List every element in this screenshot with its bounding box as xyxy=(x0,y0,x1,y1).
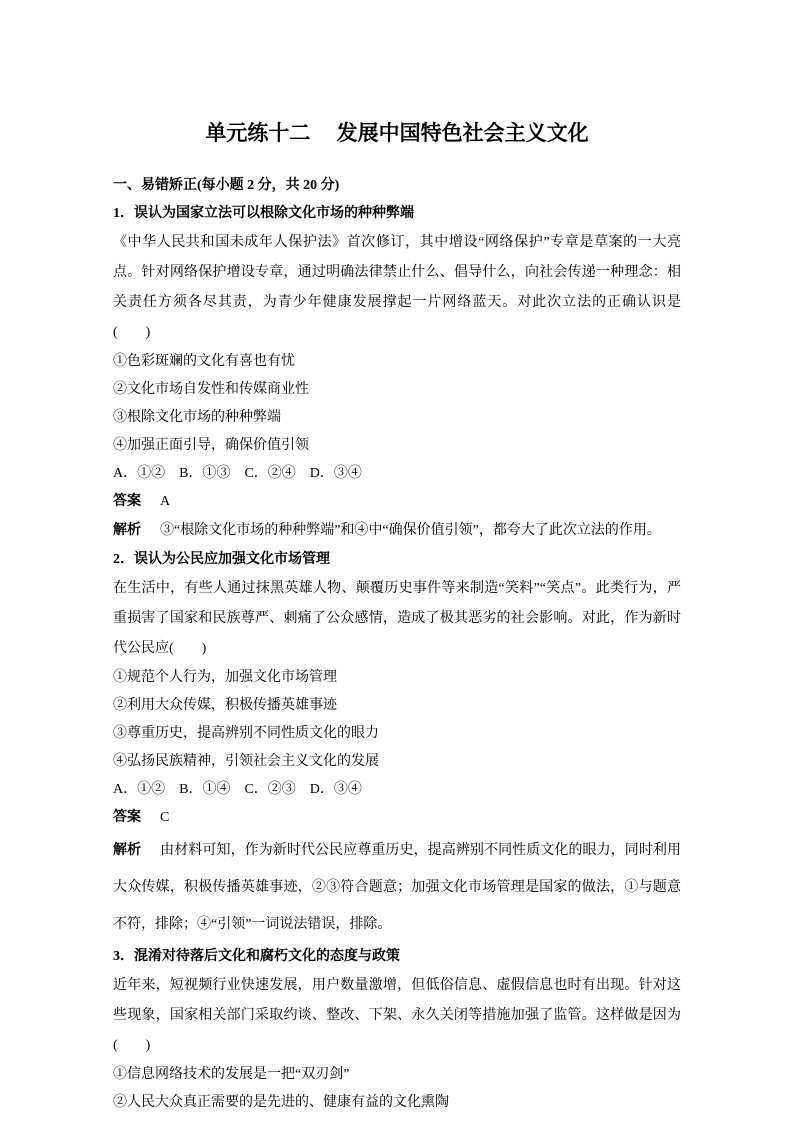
analysis-text: 由材料可知，作为新时代公民应尊重历史，提高辨别不同性质文化的眼力，同时利用大众传媒，积极传播英雄事迹，②③符合题意；加强文化市场管理是国家的做法，①与题意不符，排除；④“引领”一词说法错误，排除。 xyxy=(113,843,682,932)
question-1-option-2: ②文化市场自发性和传媒商业性 xyxy=(113,382,309,397)
page-title: 单元练十二 发展中国特色社会主义文化 xyxy=(205,121,589,145)
question-1-analysis-row xyxy=(113,516,681,546)
question-1-stem: 1．误认为国家立法可以根除文化市场的种种弊端 xyxy=(113,206,414,221)
question-2-option-1: ①规范个人行为，加强文化市场管理 xyxy=(113,670,337,685)
question-3-option-1: ①信息网络技术的发展是一把“双刃剑” xyxy=(113,1067,350,1082)
question-3 xyxy=(113,943,681,1117)
analysis-label: 解析 xyxy=(113,843,142,858)
question-1 xyxy=(113,200,681,546)
question-1-option-4: ④加强正面引导，确保价值引领 xyxy=(113,438,309,453)
question-2-stem: 2．误认为公民应加强文化市场管理 xyxy=(113,552,330,567)
answer-value: A xyxy=(160,494,171,509)
question-2 xyxy=(113,546,681,943)
question-2-option-2: ②利用大众传媒，积极传播英雄事迹 xyxy=(113,698,337,713)
answer-value: C xyxy=(160,810,170,825)
question-1-choices: A．①② B．①③ C．②④ D．③④ xyxy=(113,466,362,481)
question-2-answer-row xyxy=(113,804,681,832)
question-1-answer-row xyxy=(113,488,681,516)
section-heading: 一、易错矫正(每小题 2 分，共 20 分) xyxy=(113,178,340,193)
question-2-option-3: ③尊重历史，提高辨别不同性质文化的眼力 xyxy=(113,726,379,741)
answer-label: 答案 xyxy=(113,810,141,825)
analysis-text: ③“根除文化市场的种种弊端”和④中“确保价值引领”，都夸大了此次立法的作用。 xyxy=(160,523,661,538)
question-1-option-1: ①色彩斑斓的文化有喜也有忧 xyxy=(113,354,295,369)
question-2-option-4: ④弘扬民族精神，引领社会主义文化的发展 xyxy=(113,754,379,769)
question-2-analysis-row xyxy=(113,832,681,943)
question-3-option-2: ②人民大众真正需要的是先进的、健康有益的文化熏陶 xyxy=(113,1095,449,1110)
question-1-option-3: ③根除文化市场的种种弊端 xyxy=(113,410,281,425)
answer-label: 答案 xyxy=(113,494,141,509)
question-2-passage: 在生活中，有些人通过抹黑英雄人物、颠覆历史事件等来制造“笑料”“笑点”。此类行为，严重损害了国家和民族尊严、刺痛了公众感情，造成了极其恶劣的社会影响。对此，作为新时代公民应( ) xyxy=(113,581,681,656)
question-3-stem: 3．混淆对待落后文化和腐朽文化的态度与政策 xyxy=(113,949,400,964)
question-3-passage: 近年来，短视频行业快速发展，用户数量激增，但低俗信息、虚假信息也时有出现。针对这些现象，国家相关部门采取约谈、整改、下架、永久关闭等措施加强了监管。这样做是因为( ) xyxy=(113,978,681,1053)
question-1-passage: 《中华人民共和国未成年人保护法》首次修订，其中增设“网络保护”专章是草案的一大亮点。针对网络保护增设专章，通过明确法律禁止什么、倡导什么，向社会传递一种理念：相关责任方须各尽其责，为青少年健康发展撑起一片网络蓝天。对此次立法的正确认识是( ) xyxy=(113,235,681,340)
analysis-label: 解析 xyxy=(113,523,141,538)
question-2-choices: A．①② B．①④ C．②③ D．③④ xyxy=(113,782,362,797)
